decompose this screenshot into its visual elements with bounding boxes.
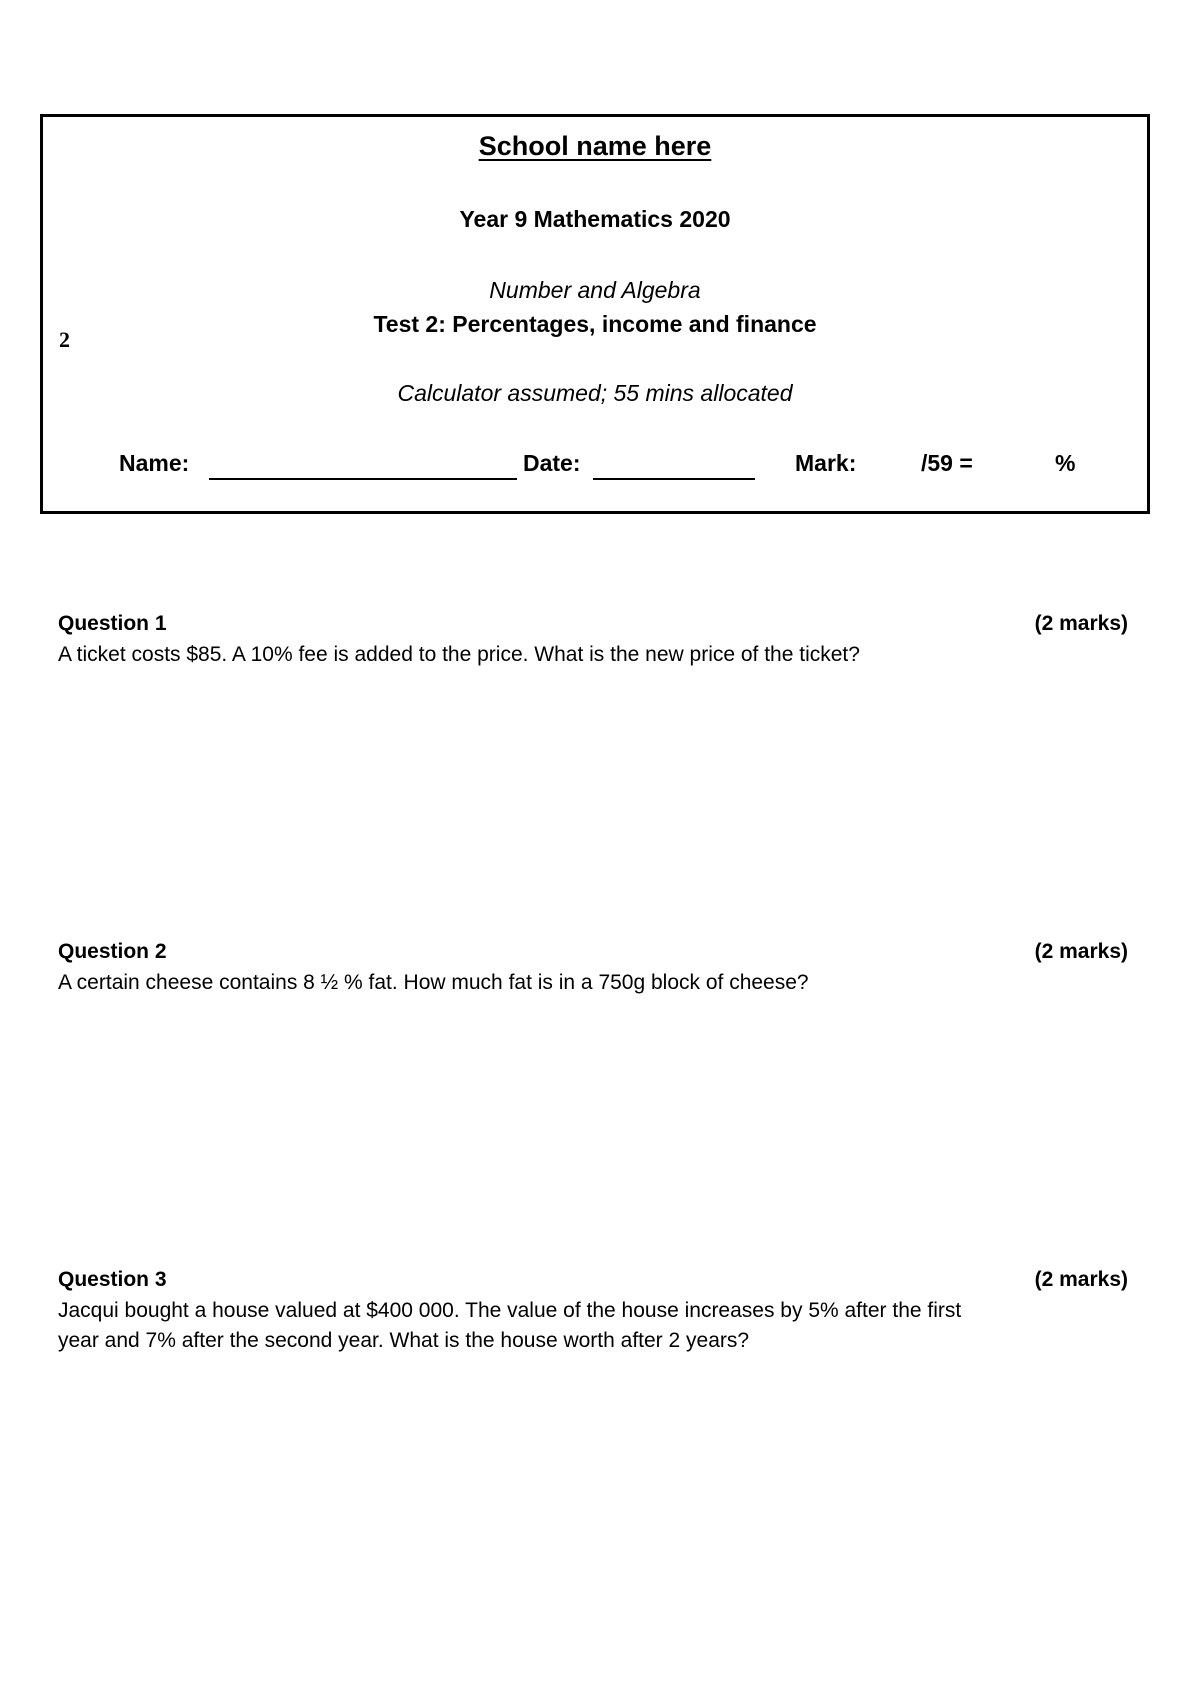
name-blank[interactable] [209, 478, 517, 480]
question-header [58, 612, 1128, 640]
question-label: Question 1 [58, 612, 167, 635]
question-3 [58, 1268, 1128, 1356]
question-label: Question 3 [58, 1268, 167, 1291]
question-marks: (2 marks) [1034, 612, 1128, 635]
date-blank[interactable] [593, 478, 755, 480]
percent-label: % [1055, 450, 1076, 476]
question-2 [58, 940, 1128, 998]
test-header-box [40, 114, 1150, 514]
student-details-row [43, 450, 1147, 484]
page-number: 2 [59, 327, 70, 352]
school-name: School name here [478, 131, 712, 161]
date-label: Date: [523, 450, 581, 476]
question-marks: (2 marks) [1034, 1268, 1128, 1291]
test-title: Test 2: Percentages, income and finance [373, 311, 817, 337]
question-label: Question 2 [58, 940, 167, 963]
question-header [58, 1268, 1128, 1296]
name-label: Name: [119, 450, 190, 476]
question-marks: (2 marks) [1034, 940, 1128, 963]
question-header [58, 940, 1128, 968]
calculator-note: Calculator assumed; 55 mins allocated [397, 380, 793, 406]
total-label: /59 = [921, 450, 973, 476]
course-title: Year 9 Mathematics 2020 [459, 206, 731, 232]
question-text: A certain cheese contains 8 ½ % fat. How much fat is in a 750g block of cheese? [58, 971, 809, 994]
strand-subtitle: Number and Algebra [489, 277, 701, 303]
question-text: Jacqui bought a house valued at $400 000. The value of the house increases by 5% after the first year and 7% after the second year. What is the house worth after 2 years? [58, 1299, 962, 1352]
question-1 [58, 612, 1128, 670]
question-text: A ticket costs $85. A 10% fee is added to the price. What is the new price of the ticket? [58, 643, 860, 666]
mark-label: Mark: [795, 450, 857, 476]
